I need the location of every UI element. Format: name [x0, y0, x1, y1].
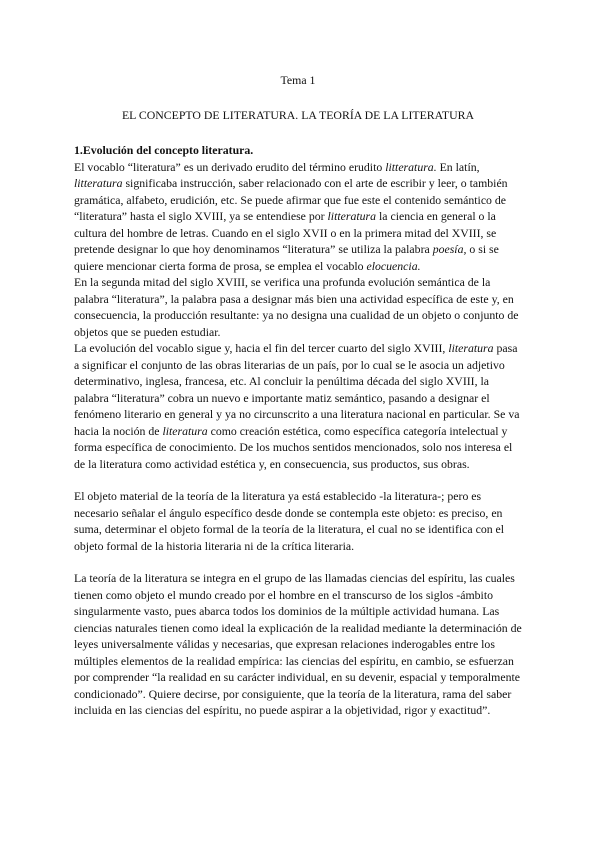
- text-run: o si se quiere mencionar cierta forma de prosa, se emplea el vocablo: [74, 242, 499, 273]
- italic-term: litteratura: [327, 209, 377, 223]
- paragraph-gap: [74, 472, 522, 488]
- paragraph: [74, 488, 522, 554]
- italic-term: litteratura.: [385, 159, 437, 174]
- italic-term: litteratura: [74, 176, 123, 190]
- paragraph: [74, 570, 522, 719]
- paragraph: [74, 274, 522, 340]
- paragraph: [74, 159, 522, 275]
- section-heading: 1.Evolución del concepto literatura.: [74, 143, 254, 157]
- italic-term: literatura: [448, 341, 494, 355]
- document-title: EL CONCEPTO DE LITERATURA. LA TEORÍA DE LA LITERATURA: [121, 108, 475, 122]
- text-run: El objeto material de la teoría de la literatura ya está establecido -la literatura-; pero es necesario señalar el ángulo específico desde donde se contempla este objeto: es preciso, en suma, determinar el objeto formal de la teoría de la literatura, el cual no se identifica con el objeto formal de la historia literaria ni de la crítica literaria.: [74, 489, 505, 553]
- text-run: En latín,: [436, 159, 480, 174]
- italic-term: literatura: [162, 423, 208, 438]
- paragraph: [74, 340, 522, 472]
- text-run: como creación estética, como específica categoría intelectual y forma específica de conocimiento. De los muchos sentidos mencionados, solo nos interesa el de la literatura como actividad estética y, en consecuencia, sus productos, sus obras.: [74, 423, 513, 471]
- text-run: La evolución del vocablo sigue y, hacia el fin del tercer cuarto del siglo XVIII,: [74, 341, 449, 355]
- document-header: [74, 72, 522, 124]
- text-run: El vocablo “literatura” es un derivado erudito del término erudito: [74, 159, 386, 174]
- italic-term: poesía,: [432, 242, 467, 256]
- text-run: significaba instrucción, saber relacionado con el arte de escribir y leer, o también gramática, alfabeto, erudición, etc. Se puede afirmar que fue este el contenido semántico de “literatura” hasta el siglo XVIII, ya se entendiese por: [74, 176, 508, 223]
- italic-term: elocuencia.: [366, 258, 421, 273]
- paragraph-gap: [74, 554, 522, 570]
- text-run: pasa a significar el conjunto de las obras literarias de un país, por lo cual se le asocia un adjetivo determinativo, inglesa, francesa, etc. Al concluir la penúltima década del siglo XVIII, la palabra “literatura” cobra un nuevo e importante matiz semántico, pasando a designar el fenómeno literario en general y ya no circunscrito a una literatura nacional en particular. Se va hacia la noción de: [74, 341, 520, 438]
- text-run: la ciencia en general o la cultura del hombre de letras. Cuando en el siglo XVII o en la primera mitad del XVIII, se pretende designar lo que hoy denominamos “literatura” se utiliza la palabra: [74, 209, 497, 256]
- text-run: La teoría de la literatura se integra en el grupo de las llamadas ciencias del espíritu, las cuales tienen como objeto el mundo creado por el hombre en el transcurso de los siglos -ámbito singularmente vasto, pues abarca todos los dominios de la múltiple actividad humana. Las ciencias naturales tienen como ideal la explicación de la realidad mediante la determinación de leyes universalmente válidas y necesarias, que expresan relaciones inderogables entre los múltiples elementos de la realidad empírica: las ciencias del espíritu, en cambio, se esfuerzan por comprender “la realidad en su carácter individual, en su devenir, espacial y temporalmente condicionado”. Quiere decirse, por consiguiente, que la teoría de la literatura, rama del saber incluida en las ciencias del espíritu, no puede aspirar a la objetividad, rigor y exactitud”.: [74, 571, 522, 717]
- topic-number: Tema 1: [280, 73, 316, 87]
- text-run: En la segunda mitad del siglo XVIII, se verifica una profunda evolución semántica de la palabra “literatura”, la palabra pasa a designar más bien una actividad específica de este y, en consecuencia, la producción resultante: ya no designa una cualidad de un objeto o conjunto de objetos que se pueden estudiar.: [74, 275, 519, 339]
